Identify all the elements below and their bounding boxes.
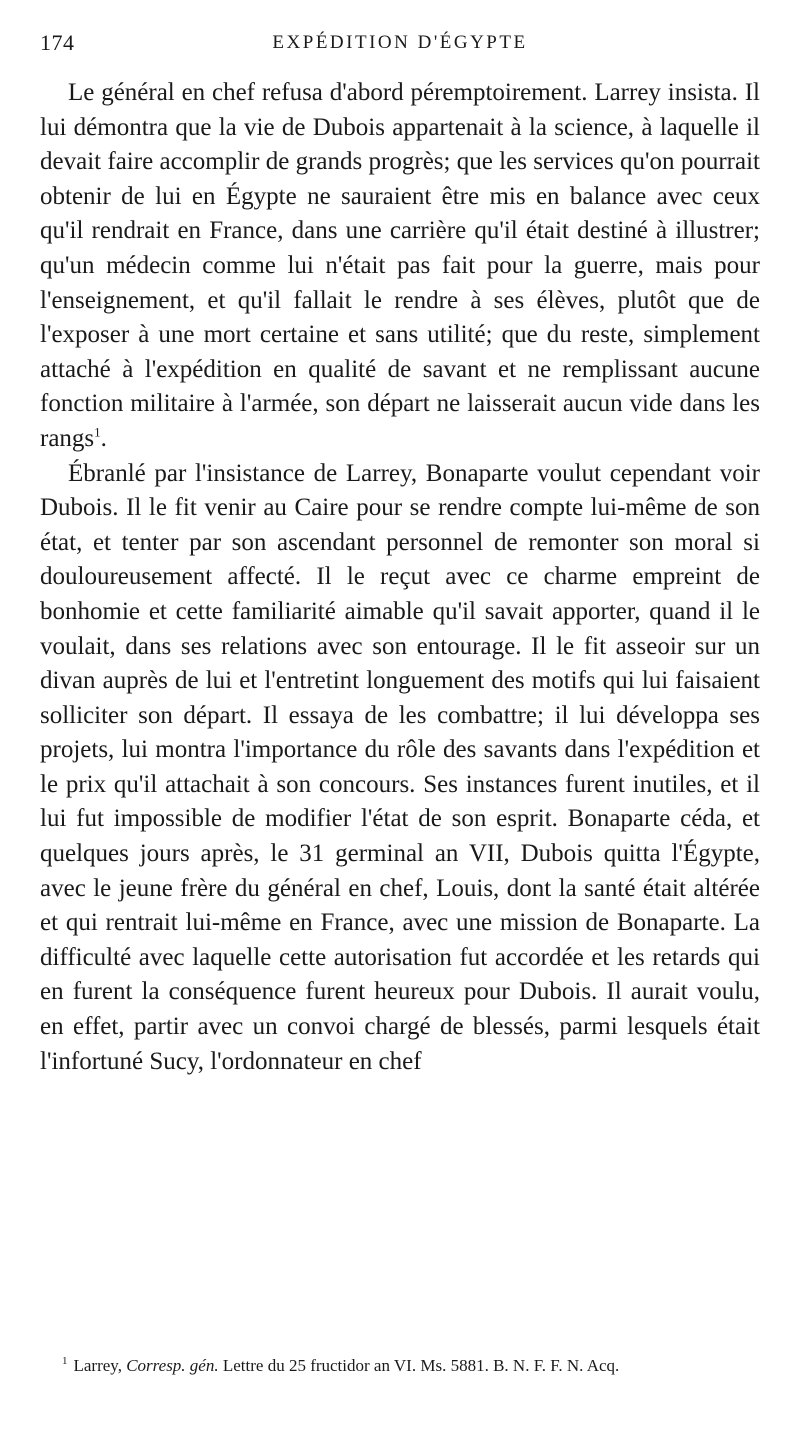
paragraph-text: Le général en chef refusa d'abord péremptoirement. Larrey insista. Il lui démontra que la vie de Dubois appartenait à la science, à laquelle il devait faire accomplir de grands progrès; que les services qu'on pourrait obtenir de lui en Égypte ne sauraient être mis en balance avec ceux qu'il rendrait en France, dans une carrière qu'il était destiné à illustrer; qu'un médecin comme lui n'était pas fait pour la guerre, mais pour l'enseignement, et qu'il fallait le rendre à ses élèves, plutôt que de l'exposer à une mort certaine et sans utilité; que du reste, simplement attaché à l'expédition en qualité de savant et ne remplissant aucune fonction militaire à l'armée, son départ ne laisserait aucun vide dans les rangs [40, 79, 760, 452]
paragraph [40, 457, 760, 1080]
running-head [40, 30, 760, 60]
footnote-citation: Lettre du 25 fructidor an VI. Ms. 5881. B. N. F. F. N. Acq. [222, 1356, 620, 1375]
page-number: 174 [40, 30, 75, 55]
paragraph [40, 76, 760, 457]
body-text [40, 76, 760, 1079]
footnote [40, 1353, 760, 1378]
running-head-title: EXPÉDITION D'ÉGYPTE [272, 32, 528, 53]
footnote-work-title: Corresp. gén. [126, 1356, 219, 1375]
footnote-reference[interactable]: 1 [94, 424, 101, 440]
paragraph-tail: . [100, 424, 107, 452]
footnote-author: Larrey, [73, 1356, 122, 1375]
paragraph-text: Ébranlé par l'insistance de Larrey, Bonaparte voulut cependant voir Dubois. Il le fit venir au Caire pour se rendre compte lui-même de son état, et tenter par son ascendant personnel de remonter son moral si douloureusement affecté. Il le reçut avec ce charme empreint de bonhomie et cette familiarité aimable qu'il savait apporter, quand il le voulait, dans ses relations avec son entourage. Il le fit asseoir sur un divan auprès de lui et l'entretint longuement des motifs qui lui faisaient solliciter son départ. Il essaya de les combattre; il lui développa ses projets, lui montra l'importance du rôle des savants dans l'expédition et le prix qu'il attachait à son concours. Ses instances furent inutiles, et il lui fut impossible de modifier l'état de son esprit. Bonaparte céda, et quelques jours après, le 31 germinal an VII, Dubois quitta l'Égypte, avec le jeune frère du général en chef, Louis, dont la santé était altérée et qui rentrait lui-même en France, avec une mission de Bonaparte. La difficulté avec laquelle cette autorisation fut accordée et les retards qui en furent la conséquence furent heureux pour Dubois. Il aurait voulu, en effet, partir avec un convoi chargé de blessés, parmi lesquels était l'infortuné Sucy, l'ordonnateur en chef [40, 459, 760, 1075]
footnote-mark: 1 [62, 1355, 68, 1368]
